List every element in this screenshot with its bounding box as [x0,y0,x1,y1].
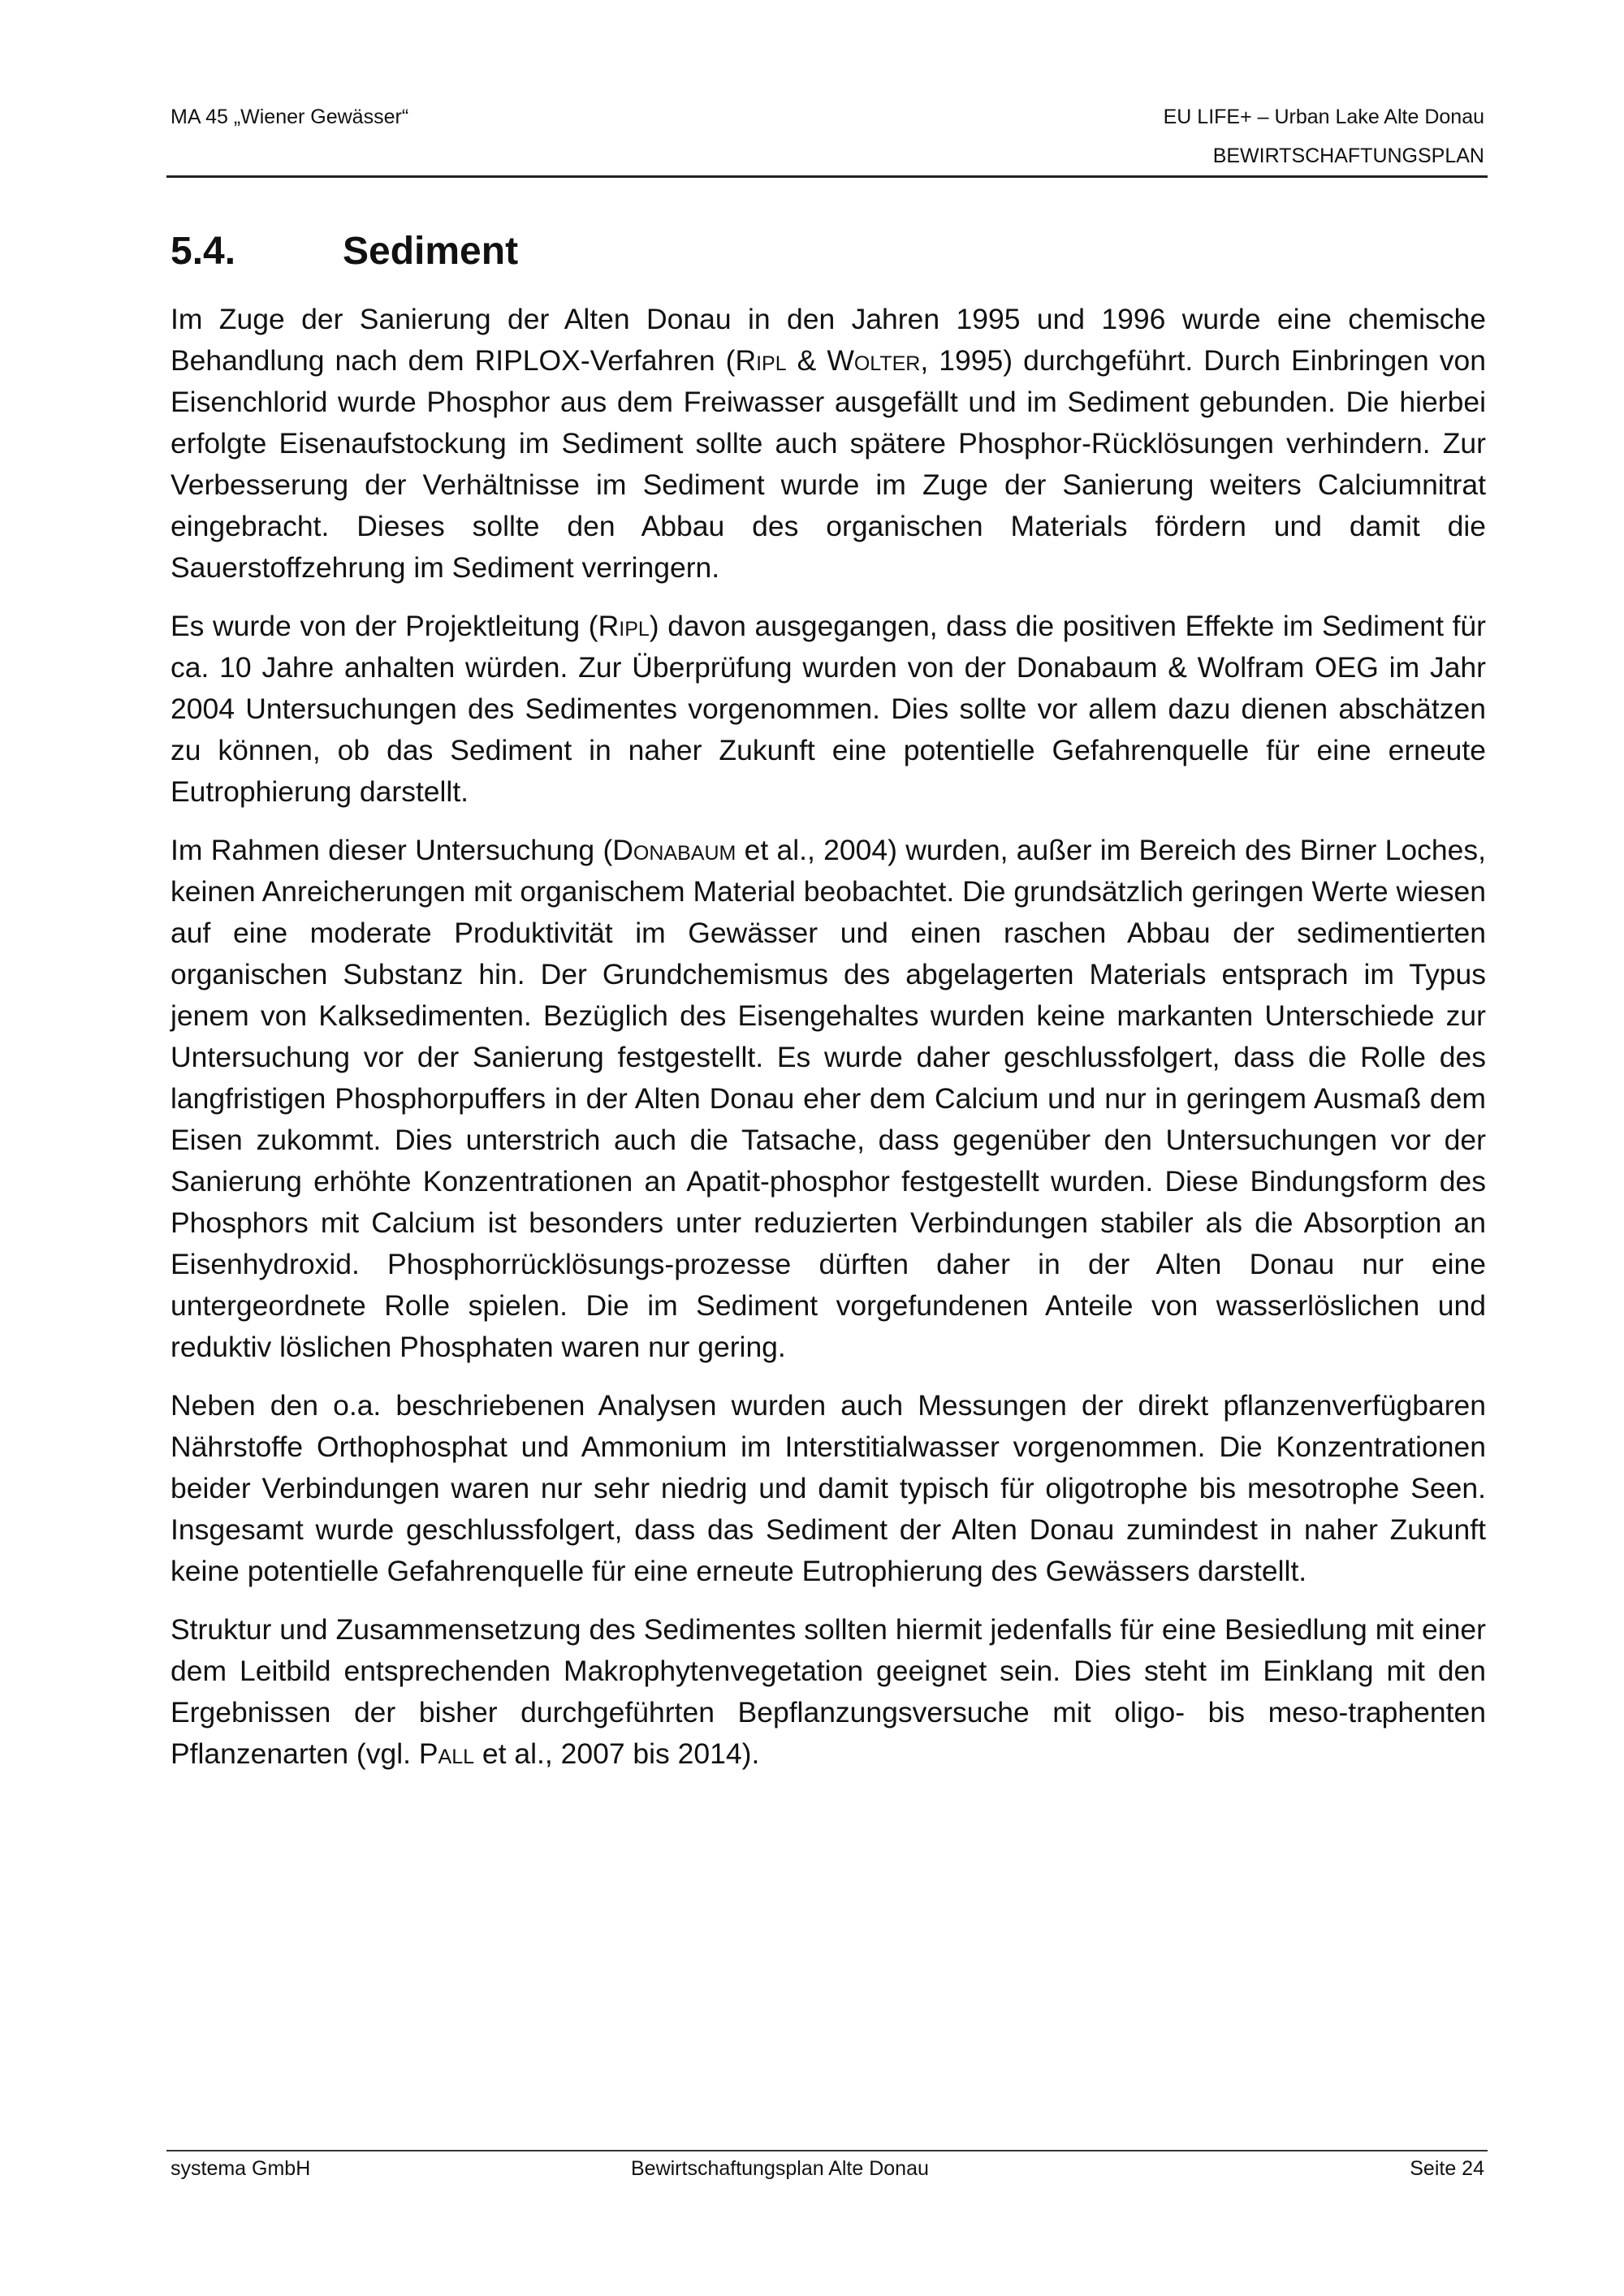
paragraph-4 [171,1385,1486,1592]
text: & [786,344,827,377]
page-number: Seite 24 [1410,2157,1484,2180]
author-name: Ripl [735,344,787,377]
text: Struktur und Zusammensetzung des Sedimentes sollten hiermit jedenfalls für eine Besiedlung mit einer dem Leitbild entsprechenden Makrophytenvegetation geeignet sein. Dies steht im Einklang mit den Ergebnissen der bisher durchgeführten Bepflanzungsversuche mit oligo- bis meso-traphenten Pflanzenarten (vgl. [171,1613,1486,1770]
author-name: Ripl [598,610,650,642]
header-right-subtitle: BEWIRTSCHAFTUNGSPLAN [1212,145,1484,167]
paragraph-5 [171,1609,1486,1775]
footer-divider [166,2150,1488,2151]
section-title: Sediment [343,230,519,273]
header-divider [166,175,1488,178]
author-name: Pall [418,1737,475,1770]
header-left: MA 45 „Wiener Gewässer“ [171,106,409,128]
section-heading [171,229,518,274]
author-name: Donabaum [612,834,736,866]
header-right-title: EU LIFE+ – Urban Lake Alte Donau [1163,106,1484,128]
paragraph-1 [171,299,1486,589]
text: , 1995) durchgeführt. Durch Einbringen von Eisenchlorid wurde Phosphor aus dem Freiwasser ausgefällt und im Sediment gebunden. Die hierbei erfolgte Eisenaufstockung im Sediment sollte auch spätere Phosphor-Rücklösungen verhindern. Zur Verbesserung der Verhältnisse im Sediment wurde im Zuge der Sanierung weiters Calciumnitrat eingebracht. Dieses sollte den Abbau des organischen Materials fördern und damit die Sauerstoffzehrung im Sediment verringern. [171,344,1487,584]
text: Es wurde von der Projektleitung ( [171,610,598,642]
author-name: Wolter [827,344,921,377]
text: ) davon ausgegangen, dass die positiven Effekte im Sediment für ca. 10 Jahre anhalten würden. Zur Überprüfung wurden von der Donabaum & Wolfram OEG im Jahr 2004 Untersuchungen des Sedimentes vorgenommen. Dies sollte vor allem dazu dienen abschätzen zu können, ob das Sediment in naher Zukunft eine potentielle Gefahrenquelle für eine erneute Eutrophierung darstellt. [171,610,1486,808]
text: Im Zuge der Sanierung der Alten Donau in den Jahren 1995 und 1996 wurde eine chemische Behandlung nach dem RIPLOX-Verfahren ( [171,303,1486,377]
paragraph-3 [171,830,1486,1368]
text: Neben den o.a. beschriebenen Analysen wurden auch Messungen der direkt pflanzenverfügbaren Nährstoffe Orthophosphat und Ammonium im Interstitialwasser vorgenommen. Die Konzentrationen beider Verbindungen waren nur sehr niedrig und damit typisch für oligotrophe bis mesotrophe Seen. Insgesamt wurde geschlussfolgert, dass das Sediment der Alten Donau zumindest in naher Zukunft keine potentielle Gefahrenquelle für eine erneute Eutrophierung des Gewässers darstellt. [171,1389,1486,1587]
body-text [171,299,1486,1792]
text: Im Rahmen dieser Untersuchung ( [171,834,613,866]
text: et al., 2004) wurden, außer im Bereich des Birner Loches, keinen Anreicherungen mit organischem Material beobachtet. Die grundsätzlich geringen Werte wiesen auf eine moderate Produktivität im Gewässer und einen raschen Abbau der sedimentierten organischen Substanz hin. Der Grundchemismus des abgelagerten Materials entsprach im Typus jenem von Kalksedimenten. Bezüglich des Eisengehaltes wurden keine markanten Unterschiede zur Untersuchung vor der Sanierung festgestellt. Es wurde daher geschlussfolgert, dass die Rolle des langfristigen Phosphorpuffers in der Alten Donau eher dem Calcium und nur in geringem Ausmaß dem Eisen zukommt. Dies unterstrich auch die Tatsache, dass gegenüber den Untersuchungen vor der Sanierung erhöhte Konzentrationen an Apatit-phosphor festgestellt wurden. Diese Bindungsform des Phosphors mit Calcium ist besonders unter reduzierten Verbindungen stabiler als die Absorption an Eisenhydroxid. Phosphorrücklösungs-prozesse dürften daher in der Alten Donau nur eine untergeordnete Rolle spielen. Die im Sediment vorgefundenen Anteile von wasserlöslichen und reduktiv löslichen Phosphaten waren nur gering. [171,834,1486,1363]
text: et al., 2007 bis 2014). [474,1737,760,1770]
section-number: 5.4. [171,230,236,273]
paragraph-2 [171,606,1486,813]
footer-center: Bewirtschaftungsplan Alte Donau [631,2157,929,2180]
footer-left: systema GmbH [171,2157,311,2180]
